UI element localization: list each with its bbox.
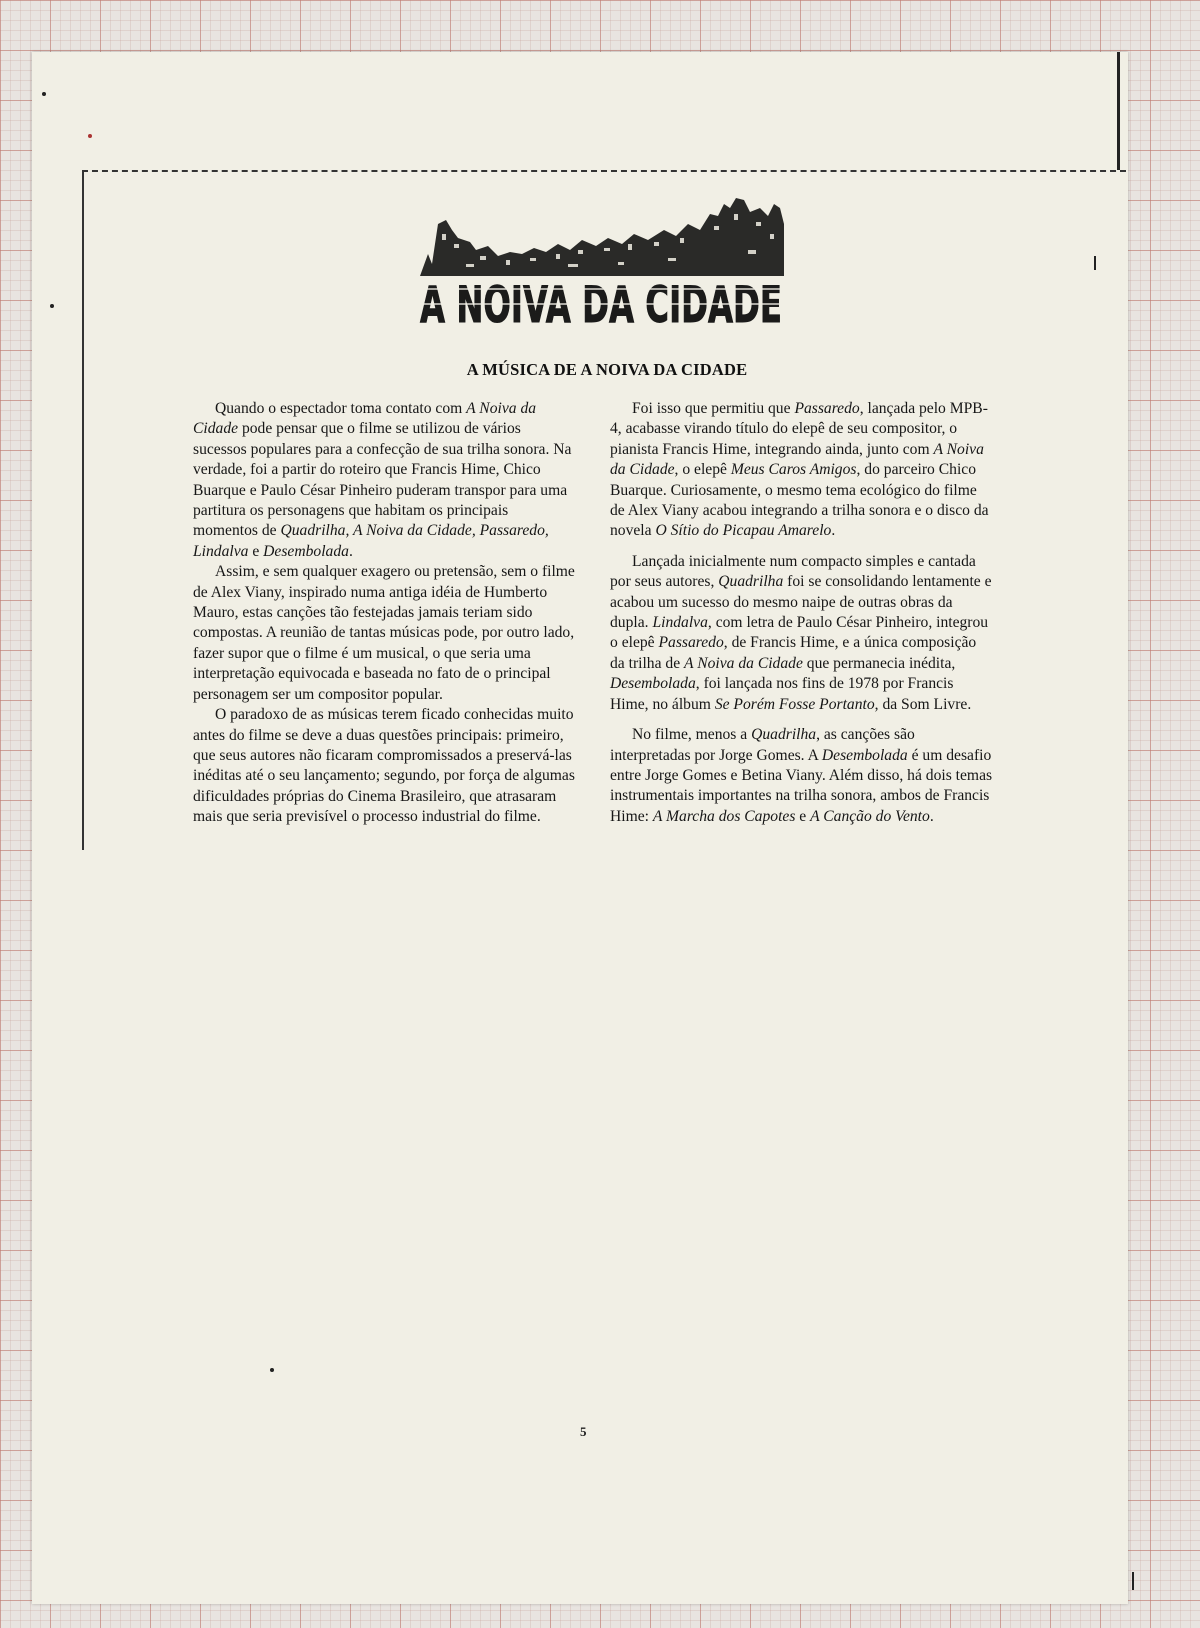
frame-top-line bbox=[82, 170, 1126, 172]
paragraph bbox=[610, 552, 994, 715]
text-run: é um desafio entre Jorge Gomes e Betina Viany. Além disso, há dois temas instrumentais importantes na trilha sonora, ambos de Francis Hime: bbox=[610, 746, 993, 825]
text-run: Foi isso que permitiu que bbox=[632, 400, 795, 417]
text-run: Quando o espectador toma contato com bbox=[215, 400, 467, 417]
italic-title: O Sítio do Picapau Amarelo bbox=[655, 522, 832, 540]
italic-title: A Noiva da Cidade bbox=[684, 654, 803, 672]
italic-title: Desembolada bbox=[821, 746, 908, 764]
italic-title: Quadrilha bbox=[751, 726, 817, 744]
film-logo bbox=[418, 194, 788, 334]
italic-title: Quadrilha, A Noiva da Cidade, Passaredo, Lindalva bbox=[193, 522, 549, 560]
italic-title: A Noiva da Cidade bbox=[610, 440, 984, 479]
speck bbox=[1094, 256, 1096, 270]
italic-title: Passaredo bbox=[794, 400, 860, 417]
text-run: , da Som Livre. bbox=[874, 695, 972, 713]
italic-title: Quadrilha bbox=[718, 573, 784, 591]
frame-left-line bbox=[82, 170, 84, 850]
italic-title: A Marcha dos Capotes bbox=[652, 807, 796, 825]
text-run: O paradoxo de as músicas terem ficado conhecidas muito antes do filme se deve a duas questões principais: primeiro, que seus autores não ficaram compromissados a preservá-las inéditas até o seu lançamento; segundo, por força de algumas dificuldades próprias do Cinema Brasileiro, que atrasaram mais que seria previsível o processo industrial do filme. bbox=[193, 706, 575, 826]
italic-title: A Noiva da Cidade bbox=[193, 400, 537, 438]
page-heading: A MÚSICA DE A NOIVA DA CIDADE bbox=[466, 360, 748, 379]
logo-title: A NOIVA DA CIDADE bbox=[420, 276, 782, 334]
text-run: Lançada inicialmente num compacto simples e cantada por seus autores, bbox=[610, 552, 976, 591]
text-run: . bbox=[929, 807, 934, 825]
italic-title: A Canção do Vento bbox=[810, 807, 930, 825]
page-number: 5 bbox=[580, 1424, 587, 1439]
text-run: , de Francis Hime, e a única composição da trilha de bbox=[610, 634, 977, 672]
italic-title: Meus Caros Amigos bbox=[730, 461, 857, 479]
italic-title: Desembolada bbox=[610, 675, 696, 693]
text-run: No filme, menos a bbox=[632, 726, 752, 744]
left-column bbox=[193, 399, 577, 828]
speck bbox=[42, 92, 46, 96]
text-run: Assim, e sem qualquer exagero ou pretensão, sem o filme de Alex Viany, inspirado numa antiga idéia de Humberto Mauro, estas canções tão festejadas jamais teriam sido compostas. A reunião de tantas músicas pode, por outro lado, fazer supor que o filme é um musical, o que seria uma interpretação equivocada e baseada no fato de o principal personagem ser um compositor popular. bbox=[193, 563, 575, 703]
paragraph bbox=[193, 562, 577, 705]
text-run: , com letra de Paulo César Pinheiro, integrou o elepê bbox=[610, 614, 989, 652]
right-column bbox=[610, 399, 994, 827]
text-run: , lançada pelo MPB-4, acabasse virando título do elepê de seu compositor, o pianista Francis Hime, integrando ainda, junto com bbox=[610, 400, 988, 458]
paragraph bbox=[193, 399, 577, 562]
italic-title: Se Porém Fosse Portanto bbox=[714, 695, 875, 713]
text-run: , do parceiro Chico Buarque. Curiosamente, o mesmo tema ecológico do filme de Alex Viany acabou integrando a trilha sonora e o disco da novela bbox=[610, 461, 989, 540]
paragraph bbox=[610, 399, 994, 542]
paragraph bbox=[610, 725, 994, 827]
text-run: que permanecia inédita, bbox=[802, 654, 956, 672]
text-run: , o elepê bbox=[674, 461, 731, 479]
paragraph bbox=[193, 705, 577, 827]
text-run: . bbox=[348, 542, 353, 560]
text-run: , foi lançada nos fins de 1978 por Francis Hime, no álbum bbox=[610, 675, 954, 713]
text-run: . bbox=[831, 522, 836, 540]
text-run: e bbox=[795, 807, 811, 825]
text-run: foi se consolidando lentamente e acabou um sucesso do mesmo naipe de outras obras da dupla. bbox=[610, 573, 992, 632]
city-skyline-logo-icon bbox=[418, 194, 788, 334]
speck bbox=[50, 304, 54, 308]
text-run: , as canções são interpretadas por Jorge Gomes. A bbox=[610, 726, 915, 764]
italic-title: Passaredo bbox=[658, 634, 724, 652]
speck bbox=[1132, 1572, 1134, 1590]
speck bbox=[270, 1368, 274, 1372]
italic-title: Lindalva bbox=[652, 614, 708, 632]
text-run: pode pensar que o filme se utilizou de vários sucessos populares para a confecção de sua trilha sonora. Na verdade, foi a partir do roteiro que Francis Hime, Chico Buarque e Paulo César Pinheiro puderam transpor para uma partitura os personagens que habitam os principais momentos de bbox=[193, 420, 572, 540]
speck bbox=[88, 134, 92, 138]
frame-right-line bbox=[1117, 52, 1120, 170]
italic-title: Desembolada bbox=[263, 542, 349, 560]
text-run: e bbox=[248, 542, 264, 560]
paper-sheet bbox=[32, 52, 1128, 1604]
